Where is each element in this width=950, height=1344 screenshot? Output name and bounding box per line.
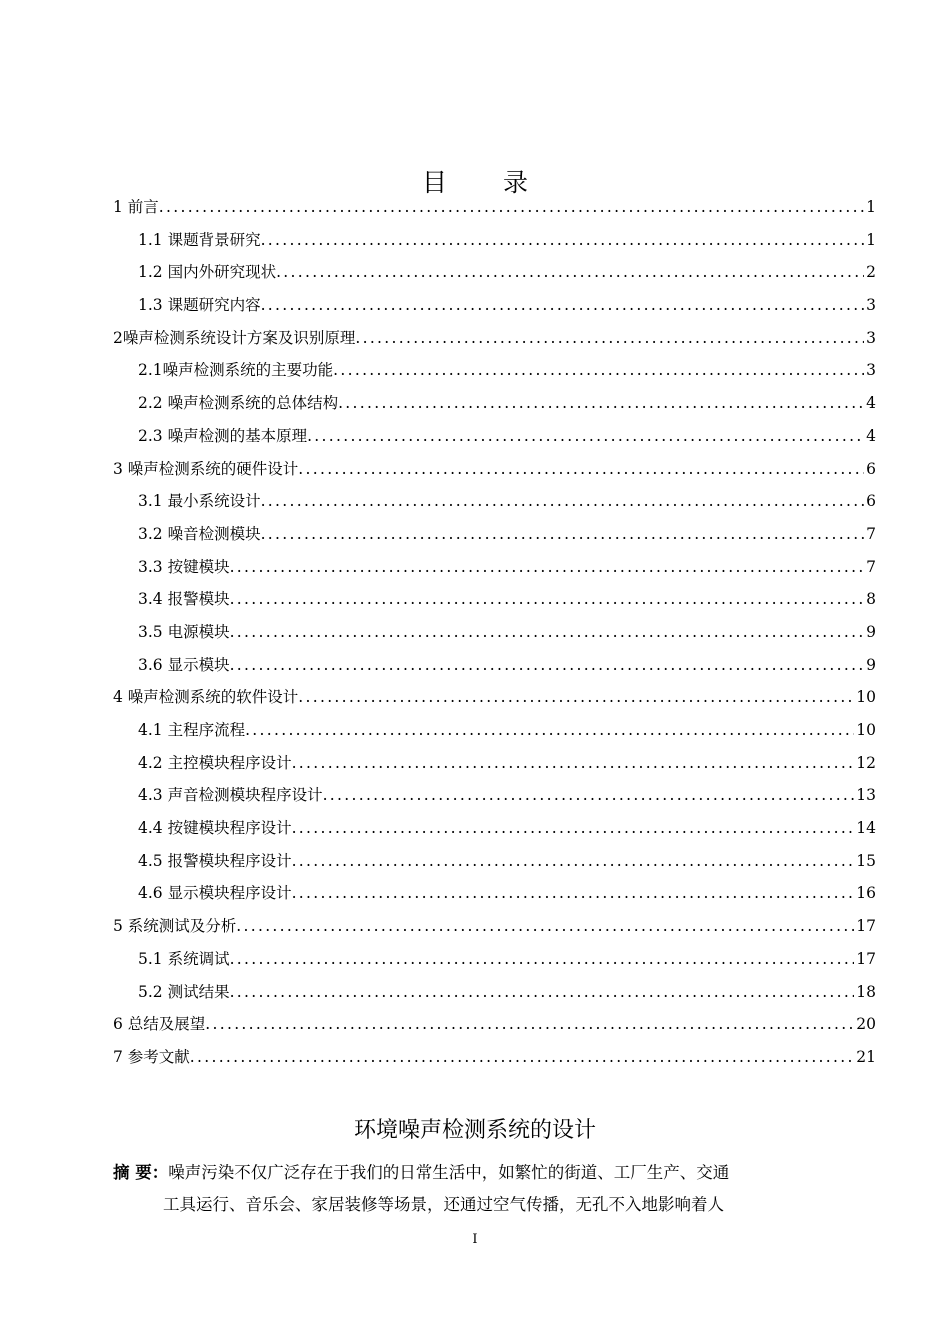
toc-entry-page: 6 <box>866 492 876 511</box>
toc-entry[interactable] <box>113 522 876 555</box>
dot-leader <box>292 881 855 905</box>
toc-entry-page: 10 <box>856 688 876 707</box>
dot-leader <box>159 195 864 219</box>
dot-leader <box>333 358 864 382</box>
dot-leader <box>355 326 864 350</box>
dot-leader <box>298 457 864 481</box>
dot-leader <box>236 914 854 938</box>
toc-entry[interactable] <box>113 849 876 882</box>
toc-entry[interactable] <box>113 816 876 849</box>
toc-entry-page: 1 <box>866 198 876 216</box>
toc-entry-label: 4.6 显示模块程序设计 <box>138 884 292 903</box>
dot-leader <box>298 685 854 709</box>
dot-leader <box>276 260 864 284</box>
toc-entry-label: 3 噪声检测系统的硬件设计 <box>113 459 299 478</box>
dot-leader <box>230 980 855 1004</box>
toc-entry-label: 3.2 噪音检测模块 <box>138 524 261 543</box>
toc-entry-label: 4.4 按键模块程序设计 <box>138 819 292 838</box>
toc-entry-page: 17 <box>856 949 876 968</box>
dot-leader <box>292 751 855 775</box>
toc-entry[interactable] <box>113 685 876 718</box>
dot-leader <box>230 620 865 644</box>
toc-entry[interactable] <box>113 1045 876 1078</box>
dot-leader <box>261 489 865 513</box>
abstract-text-line2: 工具运行、音乐会、家居装修等场景，还通过空气传播，无孔不入地影响着人 <box>163 1195 724 1214</box>
toc-entry[interactable] <box>113 555 876 588</box>
toc-entry-label: 6 总结及展望 <box>113 1015 206 1034</box>
toc-entry-page: 4 <box>866 426 876 445</box>
toc-entry[interactable] <box>113 358 876 391</box>
toc-entry-page: 3 <box>866 361 876 380</box>
toc-entry-label: 4.1 主程序流程 <box>138 721 246 739</box>
toc-entry[interactable] <box>113 260 876 293</box>
abstract-text-line1: 噪声污染不仅广泛存在于我们的日常生活中，如繁忙的街道、工厂生产、交通 <box>168 1163 730 1182</box>
toc-entry-page: 3 <box>866 296 876 315</box>
dot-leader <box>292 849 855 873</box>
toc-entry-label: 7 参考文献 <box>113 1047 190 1066</box>
toc-entry-label: 1 前言 <box>113 198 159 216</box>
toc-entry[interactable] <box>113 1012 876 1045</box>
dot-leader <box>230 653 865 677</box>
toc-entry-label: 4 噪声检测系统的软件设计 <box>113 688 299 707</box>
toc-entry[interactable] <box>113 228 876 261</box>
toc-entry-label: 3.3 按键模块 <box>138 557 230 576</box>
toc-entry[interactable] <box>113 718 876 751</box>
toc-entry[interactable] <box>113 881 876 914</box>
toc-entry-page: 7 <box>866 557 876 576</box>
toc-entry[interactable] <box>113 620 876 653</box>
dot-leader <box>205 1012 854 1036</box>
toc-entry-label: 2.1噪声检测系统的主要功能 <box>138 361 334 380</box>
toc-entry[interactable] <box>113 980 876 1013</box>
toc-entry-page: 2 <box>866 263 876 282</box>
dot-leader <box>230 587 865 611</box>
toc-entry[interactable] <box>113 195 876 228</box>
toc-entry-label: 4.5 报警模块程序设计 <box>138 851 292 870</box>
dot-leader <box>323 783 855 807</box>
toc-entry-label: 2噪声检测系统设计方案及识别原理 <box>113 328 356 347</box>
dot-leader <box>230 947 855 971</box>
toc-entry-page: 17 <box>856 917 876 936</box>
toc-entry-page: 14 <box>856 819 876 838</box>
abstract-label: 摘 要： <box>113 1163 169 1182</box>
dot-leader <box>338 391 864 415</box>
toc-entry-label: 4.2 主控模块程序设计 <box>138 753 292 772</box>
toc-title: 目 录 <box>422 168 552 197</box>
toc-entry-label: 3.5 电源模块 <box>138 622 230 641</box>
dot-leader <box>245 718 854 742</box>
toc-entry-label: 1.2 国内外研究现状 <box>138 263 277 282</box>
toc-entry[interactable] <box>113 751 876 784</box>
toc-entry-page: 20 <box>856 1015 876 1034</box>
toc-entry-page: 13 <box>856 786 876 805</box>
toc-entry-label: 3.4 报警模块 <box>138 590 230 609</box>
toc-entry-label: 5 系统测试及分析 <box>113 917 237 936</box>
page-number-footer: I <box>472 1232 478 1247</box>
toc-entry-page: 3 <box>866 328 876 347</box>
toc-entry-label: 4.3 声音检测模块程序设计 <box>138 786 323 805</box>
toc-entry-label: 1.1 课题背景研究 <box>138 230 261 249</box>
toc-entry-page: 4 <box>866 394 876 413</box>
toc-entry-page: 1 <box>866 230 876 249</box>
dot-leader <box>190 1045 854 1069</box>
dot-leader <box>261 293 865 317</box>
toc-entry[interactable] <box>113 914 876 947</box>
toc-entry-label: 3.6 显示模块 <box>138 655 230 674</box>
document-title: 环境噪声检测系统的设计 <box>353 1118 596 1143</box>
toc-entry[interactable] <box>113 326 876 359</box>
toc-entry-page: 21 <box>856 1047 876 1066</box>
toc-entry-page: 12 <box>856 753 876 772</box>
toc-entry[interactable] <box>113 587 876 620</box>
toc-entry[interactable] <box>113 783 876 816</box>
toc-entry[interactable] <box>113 391 876 424</box>
toc-entry-page: 6 <box>866 459 876 478</box>
toc-entry-page: 18 <box>856 982 876 1001</box>
toc-entry-label: 2.3 噪声检测的基本原理 <box>138 426 308 445</box>
abstract <box>113 1157 853 1221</box>
toc-entry-page: 10 <box>856 721 876 739</box>
dot-leader <box>292 816 855 840</box>
toc-entry-page: 8 <box>866 590 876 609</box>
toc-entry[interactable] <box>113 424 876 457</box>
toc-entry-label: 2.2 噪声检测系统的总体结构 <box>138 394 339 413</box>
toc-entry-page: 7 <box>866 524 876 543</box>
toc-entry[interactable] <box>113 457 876 490</box>
toc-entry-label: 3.1 最小系统设计 <box>138 492 261 511</box>
dot-leader <box>261 228 865 252</box>
toc-entry[interactable] <box>113 947 876 980</box>
dot-leader <box>261 522 865 546</box>
toc-entry[interactable] <box>113 653 876 686</box>
toc-entry[interactable] <box>113 293 876 326</box>
toc-entry-page: 9 <box>866 622 876 641</box>
dot-leader <box>307 424 864 448</box>
dot-leader <box>230 555 865 579</box>
toc-entry-label: 1.3 课题研究内容 <box>138 296 261 315</box>
toc-entry-page: 15 <box>856 851 876 870</box>
table-of-contents <box>113 195 876 1078</box>
toc-entry-page: 16 <box>856 884 876 903</box>
toc-entry-label: 5.2 测试结果 <box>138 982 230 1001</box>
toc-entry-label: 5.1 系统调试 <box>138 949 230 968</box>
toc-entry-page: 9 <box>866 655 876 674</box>
toc-entry[interactable] <box>113 489 876 522</box>
